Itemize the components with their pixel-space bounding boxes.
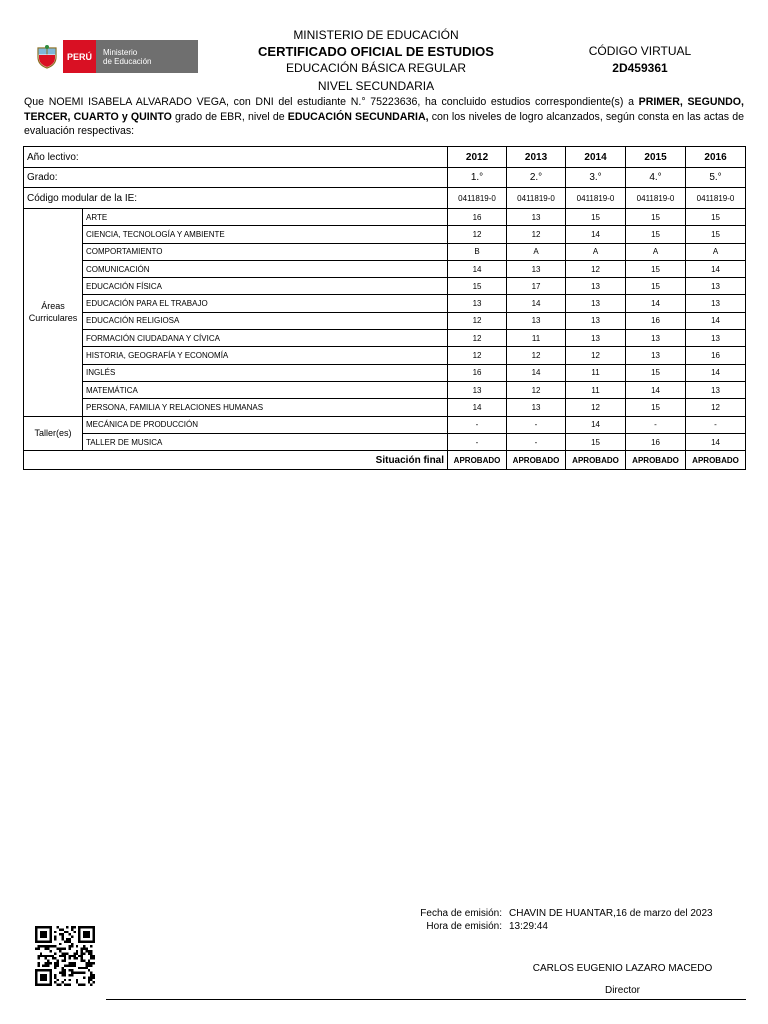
score-cell: - (686, 416, 746, 433)
grade-cell: 5.° (686, 168, 746, 188)
area-row (24, 330, 746, 347)
area-name: HISTORIA, GEOGRAFÍA Y ECONOMÍA (83, 347, 448, 364)
score-cell: 13 (507, 260, 566, 277)
score-cell: - (507, 433, 566, 450)
score-cell: A (566, 243, 626, 260)
score-cell: 12 (566, 399, 626, 416)
logo-line-2: de Educación (103, 57, 152, 66)
area-row (24, 278, 746, 295)
area-row (24, 347, 746, 364)
score-cell: 11 (566, 364, 626, 381)
score-cell: 15 (626, 399, 686, 416)
score-cell: 12 (507, 347, 566, 364)
area-row (24, 295, 746, 312)
final-status-label: Situación final (24, 451, 448, 470)
score-cell: 12 (566, 347, 626, 364)
score-cell: 13 (566, 330, 626, 347)
score-cell: 16 (448, 209, 507, 226)
area-row (24, 381, 746, 398)
score-cell: 15 (686, 226, 746, 243)
issue-date-label: Fecha de emisión: (420, 908, 502, 919)
final-status-cell: APROBADO (448, 451, 507, 470)
score-cell: 13 (507, 312, 566, 329)
logo-line-1: Ministerio (103, 48, 138, 57)
grade-cell: 2.° (507, 168, 566, 188)
score-cell: 13 (686, 295, 746, 312)
workshops-label: Taller(es) (24, 416, 83, 451)
score-cell: 14 (448, 260, 507, 277)
score-cell: 13 (686, 330, 746, 347)
score-cell: 13 (507, 399, 566, 416)
area-name: FORMACIÓN CIUDADANA Y CÍVICA (83, 330, 448, 347)
intro-grades: PRIMER, SEGUNDO, TERCER, CUARTO y QUINTO (24, 96, 744, 123)
score-cell: 13 (448, 295, 507, 312)
score-cell: 13 (566, 312, 626, 329)
score-cell: 12 (448, 312, 507, 329)
grade-cell: 1.° (448, 168, 507, 188)
year-row (24, 147, 746, 168)
area-name: EDUCACIÓN RELIGIOSA (83, 312, 448, 329)
year-cell: 2013 (507, 147, 566, 168)
area-row (24, 209, 746, 226)
modular-code-cell: 0411819-0 (507, 188, 566, 209)
ministry-name: MINISTERIO DE EDUCACIÓN (293, 28, 459, 42)
score-cell: 14 (507, 364, 566, 381)
workshop-row (24, 433, 746, 450)
grade-row (24, 168, 746, 188)
final-status-cell: APROBADO (566, 451, 626, 470)
modular-code-cell: 0411819-0 (626, 188, 686, 209)
score-cell: A (507, 243, 566, 260)
area-name: INGLÉS (83, 364, 448, 381)
area-name: MATEMÁTICA (83, 381, 448, 398)
logo-text (96, 40, 151, 73)
modular-code-cell: 0411819-0 (566, 188, 626, 209)
score-cell: 12 (686, 399, 746, 416)
final-status-cell: APROBADO (626, 451, 686, 470)
score-cell: 11 (507, 330, 566, 347)
score-cell: - (626, 416, 686, 433)
intro-paragraph (24, 95, 744, 139)
score-cell: 15 (626, 209, 686, 226)
workshop-name: TALLER DE MUSICA (83, 433, 448, 450)
score-cell: 16 (686, 347, 746, 364)
score-cell: 12 (448, 347, 507, 364)
grade-cell: 4.° (626, 168, 686, 188)
score-cell: 14 (626, 381, 686, 398)
score-cell: 13 (686, 381, 746, 398)
area-row (24, 312, 746, 329)
country-label: PERÚ (63, 40, 96, 73)
area-row (24, 260, 746, 277)
signature-line (106, 999, 746, 1000)
score-cell: 14 (686, 364, 746, 381)
score-cell: - (448, 433, 507, 450)
score-cell: - (507, 416, 566, 433)
score-cell: 16 (626, 433, 686, 450)
score-cell: 16 (448, 364, 507, 381)
grades-table (23, 146, 746, 470)
score-cell: 15 (566, 433, 626, 450)
score-cell: 13 (448, 381, 507, 398)
score-cell: 12 (507, 381, 566, 398)
score-cell: 13 (626, 347, 686, 364)
year-cell: 2016 (686, 147, 746, 168)
score-cell: 15 (626, 226, 686, 243)
score-cell: A (626, 243, 686, 260)
score-cell: 12 (448, 330, 507, 347)
issue-time: 13:29:44 (509, 921, 548, 932)
score-cell: B (448, 243, 507, 260)
score-cell: 15 (626, 364, 686, 381)
certificate-title: CERTIFICADO OFICIAL DE ESTUDIOS (258, 44, 494, 59)
score-cell: 14 (448, 399, 507, 416)
intro-level: EDUCACIÓN SECUNDARIA, (287, 110, 429, 123)
virtual-code: 2D459361 (612, 61, 668, 75)
score-cell: 14 (686, 433, 746, 450)
modular-code-row (24, 188, 746, 209)
director-name: CARLOS EUGENIO LAZARO MACEDO (532, 963, 713, 974)
score-cell: 13 (626, 330, 686, 347)
score-cell: 12 (448, 226, 507, 243)
area-name: COMUNICACIÓN (83, 260, 448, 277)
areas-label (24, 209, 83, 417)
score-cell: 13 (566, 278, 626, 295)
modular-code-cell: 0411819-0 (448, 188, 507, 209)
modular-code-cell: 0411819-0 (686, 188, 746, 209)
score-cell: 14 (686, 260, 746, 277)
ministry-logo (30, 40, 198, 73)
workshop-row (24, 416, 746, 433)
score-cell: 15 (626, 278, 686, 295)
director-title: Director (604, 985, 640, 996)
score-cell: 12 (507, 226, 566, 243)
score-cell: 13 (566, 295, 626, 312)
area-name: COMPORTAMIENTO (83, 243, 448, 260)
score-cell: 14 (566, 226, 626, 243)
program-name: EDUCACIÓN BÁSICA REGULAR (285, 61, 467, 75)
area-row (24, 399, 746, 416)
year-label: Año lectivo: (24, 147, 448, 168)
areas-label-line-1: Áreas (41, 301, 65, 312)
area-row (24, 364, 746, 381)
score-cell: 15 (448, 278, 507, 295)
score-cell: 14 (626, 295, 686, 312)
final-status-cell: APROBADO (507, 451, 566, 470)
score-cell: 16 (626, 312, 686, 329)
score-cell: 14 (566, 416, 626, 433)
workshop-name: MECÁNICA DE PRODUCCIÓN (83, 416, 448, 433)
final-status-row (24, 451, 746, 470)
score-cell: 13 (507, 209, 566, 226)
qr-code-icon (34, 926, 96, 986)
grade-label: Grado: (24, 168, 448, 188)
area-name: EDUCACIÓN FÍSICA (83, 278, 448, 295)
modular-code-label: Código modular de la IE: (24, 188, 448, 209)
score-cell: A (686, 243, 746, 260)
grades-table-body (24, 147, 746, 470)
intro-text-1: Que NOEMI ISABELA ALVARADO VEGA, con DNI del estudiante N.° 75223636, ha concluido estudios correspondiente(s) a (24, 96, 639, 108)
score-cell: - (448, 416, 507, 433)
score-cell: 15 (686, 209, 746, 226)
score-cell: 14 (507, 295, 566, 312)
virtual-code-label: CÓDIGO VIRTUAL (588, 44, 692, 58)
level-name: NIVEL SECUNDARIA (317, 79, 435, 93)
area-row (24, 226, 746, 243)
intro-text-2: grado de EBR, nivel de (171, 110, 288, 123)
area-row (24, 243, 746, 260)
score-cell: 13 (686, 278, 746, 295)
area-name: CIENCIA, TECNOLOGÍA Y AMBIENTE (83, 226, 448, 243)
score-cell: 11 (566, 381, 626, 398)
score-cell: 15 (626, 260, 686, 277)
grade-cell: 3.° (566, 168, 626, 188)
score-cell: 14 (686, 312, 746, 329)
areas-label-line-2: Curriculares (28, 313, 78, 324)
intro-text-3: con los niveles de logro alcanzados, según consta en las actas de evaluación respectivas: (24, 110, 744, 137)
score-cell: 15 (566, 209, 626, 226)
area-name: EDUCACIÓN PARA EL TRABAJO (83, 295, 448, 312)
issue-time-label: Hora de emisión: (426, 921, 502, 932)
issue-date: CHAVIN DE HUANTAR,16 de marzo del 2023 (509, 908, 713, 919)
area-name: ARTE (83, 209, 448, 226)
final-status-cell: APROBADO (686, 451, 746, 470)
year-cell: 2015 (626, 147, 686, 168)
year-cell: 2012 (448, 147, 507, 168)
year-cell: 2014 (566, 147, 626, 168)
area-name: PERSONA, FAMILIA Y RELACIONES HUMANAS (83, 399, 448, 416)
coat-of-arms-icon (30, 40, 63, 73)
score-cell: 17 (507, 278, 566, 295)
score-cell: 12 (566, 260, 626, 277)
